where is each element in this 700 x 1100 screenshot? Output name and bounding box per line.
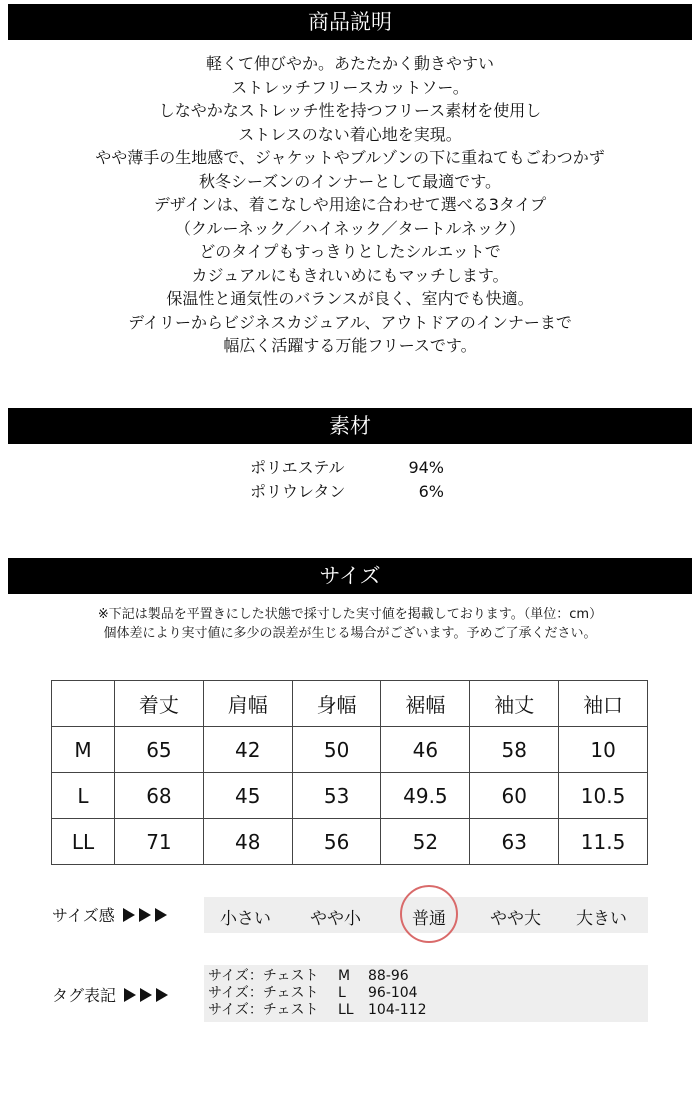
tag-label-group	[52, 983, 174, 1006]
table-row	[52, 773, 648, 819]
description-line: ストレッチフリースカットソー。	[231, 77, 469, 97]
tag-line	[204, 1002, 648, 1019]
fit-option: 大きい	[576, 909, 627, 929]
fit-option: やや小	[310, 909, 361, 929]
material-row	[250, 456, 444, 480]
description-line: カジュアルにもきれいめにもマッチします。	[191, 265, 509, 285]
table-cell: 50	[292, 727, 381, 773]
tag-prefix: サイズ：チェスト	[208, 1002, 319, 1018]
material-row	[250, 480, 444, 504]
table-cell: 52	[381, 819, 470, 865]
table-header-cell: 肩幅	[203, 681, 292, 727]
tag-prefix: サイズ：チェスト	[208, 985, 319, 1001]
tag-range: 88-96	[368, 968, 409, 984]
description-line: デイリーからビジネスカジュアル、アウトドアのインナーまで	[128, 312, 572, 332]
table-cell: 58	[470, 727, 559, 773]
product-description	[0, 52, 700, 358]
table-header-cell	[52, 681, 115, 727]
table-cell: 45	[203, 773, 292, 819]
triple-arrow-icon	[123, 905, 173, 925]
description-line: どのタイプもすっきりとしたシルエットで	[199, 242, 501, 261]
table-cell: M	[52, 727, 115, 773]
table-cell: LL	[52, 819, 115, 865]
table-cell: 48	[203, 819, 292, 865]
tag-line	[204, 968, 648, 985]
description-header: 商品説明	[8, 4, 692, 40]
material-percent: 94%	[408, 458, 444, 477]
description-line: （クルーネック／ハイネック／タートルネック）	[174, 218, 526, 238]
table-cell: 49.5	[381, 773, 470, 819]
description-line: ストレスのない着心地を実現。	[238, 124, 462, 144]
table-cell: 53	[292, 773, 381, 819]
table-header-cell: 袖口	[559, 681, 648, 727]
size-table	[51, 680, 648, 865]
tag-range: 96-104	[368, 985, 418, 1001]
description-line: 幅広く活躍する万能フリースです。	[223, 336, 477, 355]
tag-label: タグ表記	[52, 986, 117, 1005]
tag-size: M	[338, 968, 351, 984]
fit-option-selected: 普通	[412, 909, 446, 929]
table-header-cell: 着丈	[115, 681, 204, 727]
table-row	[52, 819, 648, 865]
table-header-cell: 裾幅	[381, 681, 470, 727]
table-header-cell: 袖丈	[470, 681, 559, 727]
material-name: ポリエステル	[250, 458, 345, 477]
size-note-line: ※下記は製品を平置きにした状態で採寸した実寸値を掲載しております。（単位：cm）	[97, 607, 603, 622]
fit-label: サイズ感	[52, 906, 115, 925]
triple-arrow-icon	[124, 985, 174, 1005]
tag-size: L	[338, 985, 346, 1001]
description-line: 秋冬シーズンのインナーとして最適です。	[199, 171, 501, 191]
fit-option: 小さい	[220, 909, 271, 929]
table-cell: 71	[115, 819, 204, 865]
material-percent: 6%	[418, 482, 444, 501]
description-line: 保温性と通気性のバランスが良く、室内でも快適。	[166, 289, 534, 308]
size-header: サイズ	[8, 558, 692, 594]
table-cell: L	[52, 773, 115, 819]
table-cell: 60	[470, 773, 559, 819]
tag-prefix: サイズ：チェスト	[208, 968, 319, 984]
tag-size: LL	[338, 1002, 354, 1018]
table-cell: 11.5	[559, 819, 648, 865]
table-cell: 56	[292, 819, 381, 865]
tag-range: 104-112	[368, 1002, 427, 1018]
table-header-cell: 身幅	[292, 681, 381, 727]
description-line: しなやかなストレッチ性を持つフリース素材を使用し	[158, 101, 542, 120]
size-note	[0, 605, 700, 643]
table-cell: 63	[470, 819, 559, 865]
description-line: 軽くて伸びやか。あたたかく動きやすい	[205, 54, 494, 73]
table-cell: 65	[115, 727, 204, 773]
description-line: やや薄手の生地感で、ジャケットやブルゾンの下に重ねてもごわつかず	[95, 148, 605, 167]
size-note-line: 個体差により実寸値に多少の誤差が生じる場合がございます。予めご了承ください。	[103, 626, 597, 641]
selected-fit-circle	[400, 885, 458, 943]
material-list	[250, 456, 444, 504]
table-cell: 42	[203, 727, 292, 773]
table-cell: 68	[115, 773, 204, 819]
fit-label-group	[52, 903, 173, 926]
table-cell: 46	[381, 727, 470, 773]
fit-option: やや大	[490, 909, 541, 929]
material-name: ポリウレタン	[250, 482, 346, 501]
table-row	[52, 727, 648, 773]
material-header: 素材	[8, 408, 692, 444]
table-cell: 10.5	[559, 773, 648, 819]
table-header-row	[52, 681, 648, 727]
tag-line	[204, 985, 648, 1002]
tag-box	[204, 965, 648, 1022]
table-cell: 10	[559, 727, 648, 773]
description-line: デザインは、着こなしや用途に合わせて選べる3タイプ	[153, 195, 547, 214]
